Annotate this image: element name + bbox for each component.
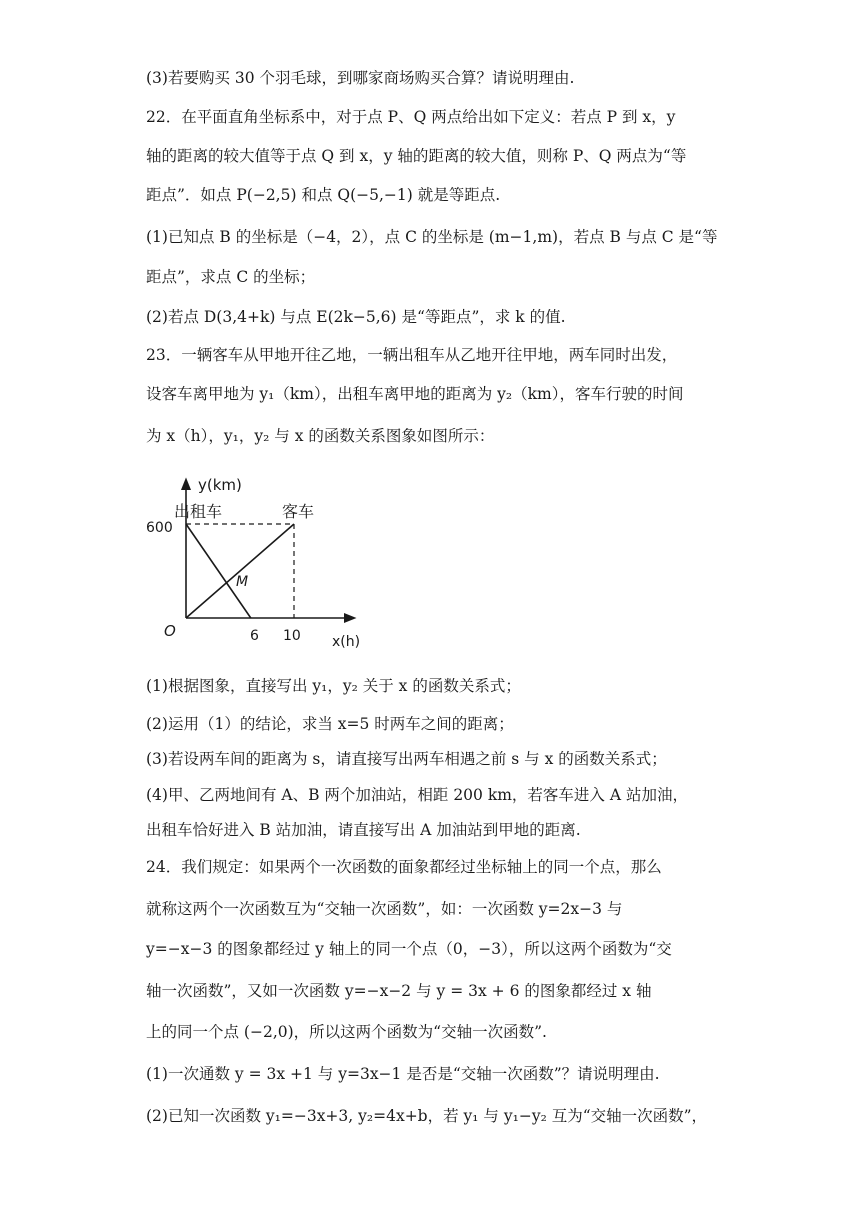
bus-line: [186, 524, 294, 618]
text-line-q24-stem-2: 就称这两个一次函数互为“交轴一次函数”，如：一次函数 y=2x−3 与: [146, 900, 623, 918]
text-line-q24-stem-4: 轴一次函数”，又如一次函数 y=−x−2 与 y = 3x + 6 的图象都经过 x 轴: [146, 982, 652, 1000]
text-line-q23-4a: (4)甲、乙两地间有 A、B 两个加油站，相距 200 km，若客车进入 A 站加油，: [146, 786, 688, 804]
text-line-q23-stem-2: 设客车离甲地为 y₁（km），出租车离甲地的距离为 y₂（km），客车行驶的时间: [146, 385, 684, 403]
intersection-label: M: [236, 574, 249, 590]
y-axis-label: y(km): [198, 476, 242, 494]
text-line-q23-2: (2)运用（1）的结论，求当 x=5 时两车之间的距离；: [146, 715, 514, 733]
text-line-q24-stem-3: y=−x−3 的图象都经过 y 轴上的同一个点（0，−3），所以这两个函数为“交: [146, 940, 672, 958]
text-line-q22-stem-1: 22．在平面直角坐标系中，对于点 P、Q 两点给出如下定义：若点 P 到 x，y: [146, 108, 676, 126]
y-tick-600: 600: [146, 520, 173, 536]
text-line-q23-1: (1)根据图象，直接写出 y₁，y₂ 关于 x 的函数关系式；: [146, 677, 521, 695]
text-line-q22-stem-2: 轴的距离的较大值等于点 Q 到 x，y 轴的距离的较大值，则称 P、Q 两点为“等: [146, 147, 687, 165]
text-line-q21-3: (3)若要购买 30 个羽毛球，到哪家商场购买合算？请说明理由.: [146, 69, 575, 87]
text-line-q22-1b: 距点”，求点 C 的坐标；: [146, 268, 316, 286]
taxi-label: 出租车: [174, 502, 223, 521]
text-line-q23-4b: 出租车恰好进入 B 站加油，请直接写出 A 加油站到甲地的距离.: [146, 821, 581, 839]
distance-time-graph: [142, 470, 368, 650]
x-axis-label: x(h): [332, 634, 361, 650]
bus-label: 客车: [282, 502, 315, 521]
text-line-q22-1a: (1)已知点 B 的坐标是（−4，2），点 C 的坐标是 (m−1,m)，若点 B 与点 C 是“等: [146, 228, 718, 246]
x-tick-6: 6: [250, 628, 259, 644]
text-line-q24-stem-5: 上的同一个点 (−2,0)，所以这两个函数为“交轴一次函数”.: [146, 1023, 547, 1041]
x-tick-10: 10: [283, 628, 301, 644]
text-line-q24-2: (2)已知一次函数 y₁=−3x+3, y₂=4x+b，若 y₁ 与 y₁−y₂ 互为“交轴一次函数”，: [146, 1107, 708, 1125]
text-line-q24-stem-1: 24．我们规定：如果两个一次函数的面象都经过坐标轴上的同一个点，那么: [146, 858, 662, 876]
text-line-q23-stem-3: 为 x（h），y₁，y₂ 与 x 的函数关系图象如图所示：: [146, 427, 495, 445]
text-line-q24-1: (1)一次通数 y = 3x +1 与 y=3x−1 是否是“交轴一次函数”？请说明理由.: [146, 1065, 660, 1083]
text-line-q22-stem-3: 距点”．如点 P(−2,5) 和点 Q(−5,−1) 就是等距点.: [146, 186, 501, 204]
text-line-q22-2: (2)若点 D(3,4+k) 与点 E(2k−5,6) 是“等距点”，求 k 的值.: [146, 308, 566, 326]
origin-label: O: [164, 622, 176, 640]
text-line-q23-3: (3)若设两车间的距离为 s，请直接写出两车相遇之前 s 与 x 的函数关系式；: [146, 750, 667, 768]
text-line-q23-stem-1: 23．一辆客车从甲地开往乙地，一辆出租车从乙地开往甲地，两车同时出发，: [146, 346, 678, 364]
